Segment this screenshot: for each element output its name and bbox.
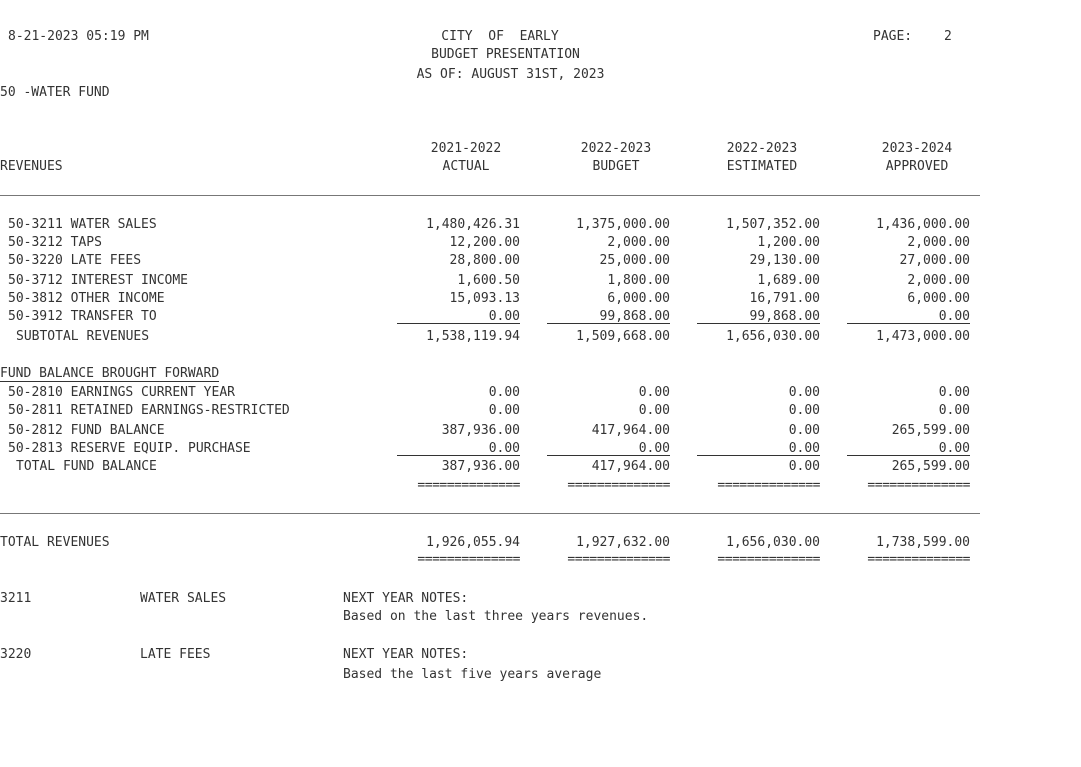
col-header-year-budget: 2022-2023 xyxy=(580,141,652,156)
fund-value-budget: 417,964.00 xyxy=(591,423,670,438)
revenue-value-estimated: 99,868.00 xyxy=(749,309,820,324)
fund-row-label: 50-2810 EARNINGS CURRENT YEAR xyxy=(8,385,235,400)
col-header-year-approved: 2023-2024 xyxy=(881,141,953,156)
fund-value-budget: 0.00 xyxy=(638,403,670,418)
col-header-year-actual: 2021-2022 xyxy=(430,141,502,156)
report-datetime: 8-21-2023 05:19 PM xyxy=(8,29,149,44)
revenue-value-budget: 99,868.00 xyxy=(599,309,670,324)
revenue-value-approved: 2,000.00 xyxy=(907,273,970,288)
page-number: 2 xyxy=(944,29,952,44)
revenue-value-actual: 0.00 xyxy=(488,309,520,324)
revenue-value-estimated: 1,507,352.00 xyxy=(726,217,820,232)
col-header-type-estimated: ESTIMATED xyxy=(726,159,798,174)
total-fund-value-estimated: 0.00 xyxy=(788,459,820,474)
revenue-value-approved: 0.00 xyxy=(938,309,970,324)
fund-value-approved: 265,599.00 xyxy=(891,423,970,438)
double-rule: ============== xyxy=(867,478,970,493)
total-fund-value-approved: 265,599.00 xyxy=(891,459,970,474)
fund-value-approved: 0.00 xyxy=(938,403,970,418)
fund-value-actual: 0.00 xyxy=(488,385,520,400)
revenue-value-budget: 1,800.00 xyxy=(607,273,670,288)
revenue-row-label: 50-3712 INTEREST INCOME xyxy=(8,273,189,288)
revenue-value-actual: 15,093.13 xyxy=(449,291,520,306)
revenue-value-approved: 6,000.00 xyxy=(907,291,970,306)
report-as-of: AS OF: AUGUST 31ST, 2023 xyxy=(416,67,605,82)
revenue-value-budget: 2,000.00 xyxy=(607,235,670,250)
col-header-type-budget: BUDGET xyxy=(592,159,640,174)
note-code: 3211 xyxy=(0,591,32,606)
revenue-row-label: 50-3220 LATE FEES xyxy=(8,253,142,268)
total-revenues-budget: 1,927,632.00 xyxy=(576,535,670,550)
section-divider xyxy=(0,513,980,514)
total-revenues-estimated: 1,656,030.00 xyxy=(726,535,820,550)
double-rule: ============== xyxy=(567,552,670,567)
fund-value-estimated: 0.00 xyxy=(788,441,820,456)
col-header-year-estimated: 2022-2023 xyxy=(726,141,798,156)
total-revenues-actual: 1,926,055.94 xyxy=(426,535,520,550)
fund-row-label: 50-2811 RETAINED EARNINGS-RESTRICTED xyxy=(8,403,290,418)
revenue-value-budget: 1,375,000.00 xyxy=(576,217,670,232)
revenue-value-approved: 27,000.00 xyxy=(899,253,970,268)
page-label: PAGE: xyxy=(873,29,913,44)
revenue-value-budget: 25,000.00 xyxy=(599,253,670,268)
revenues-section-label: REVENUES xyxy=(0,159,63,174)
subtotal-rule xyxy=(397,323,520,324)
revenue-value-actual: 1,480,426.31 xyxy=(426,217,520,232)
revenue-value-estimated: 1,200.00 xyxy=(757,235,820,250)
revenue-value-actual: 28,800.00 xyxy=(449,253,520,268)
fund-subtotal-rule xyxy=(397,455,520,456)
total-revenues-label: TOTAL REVENUES xyxy=(0,535,110,550)
fund-row-label: 50-2812 FUND BALANCE xyxy=(8,423,165,438)
total-fund-label: TOTAL FUND BALANCE xyxy=(16,459,157,474)
revenue-row-label: 50-3912 TRANSFER TO xyxy=(8,309,157,324)
subtotal-label: SUBTOTAL REVENUES xyxy=(16,329,150,344)
subtotal-rule xyxy=(847,323,970,324)
subtotal-rule xyxy=(547,323,670,324)
fund-value-budget: 0.00 xyxy=(638,441,670,456)
fund-balance-heading: FUND BALANCE BROUGHT FORWARD xyxy=(0,366,220,381)
note-heading: NEXT YEAR NOTES: xyxy=(343,591,469,606)
subtotal-value-approved: 1,473,000.00 xyxy=(876,329,970,344)
fund-value-approved: 0.00 xyxy=(938,385,970,400)
header-divider xyxy=(0,195,980,196)
fund-value-estimated: 0.00 xyxy=(788,385,820,400)
fund-subtotal-rule xyxy=(847,455,970,456)
subtotal-rule xyxy=(697,323,820,324)
city-name: CITY OF EARLY xyxy=(441,29,559,44)
total-fund-value-actual: 387,936.00 xyxy=(441,459,520,474)
revenue-row-label: 50-3812 OTHER INCOME xyxy=(8,291,165,306)
total-fund-value-budget: 417,964.00 xyxy=(591,459,670,474)
fund-subtotal-rule xyxy=(547,455,670,456)
subtotal-value-estimated: 1,656,030.00 xyxy=(726,329,820,344)
revenue-value-actual: 12,200.00 xyxy=(449,235,520,250)
revenue-row-label: 50-3211 WATER SALES xyxy=(8,217,157,232)
fund-value-actual: 0.00 xyxy=(488,441,520,456)
col-header-type-approved: APPROVED xyxy=(885,159,949,174)
double-rule: ============== xyxy=(717,478,820,493)
note-name: WATER SALES xyxy=(140,591,227,606)
fund-value-estimated: 0.00 xyxy=(788,423,820,438)
fund-value-budget: 0.00 xyxy=(638,385,670,400)
revenue-row-label: 50-3212 TAPS xyxy=(8,235,102,250)
revenue-value-actual: 1,600.50 xyxy=(457,273,520,288)
note-heading: NEXT YEAR NOTES: xyxy=(343,647,469,662)
revenue-value-budget: 6,000.00 xyxy=(607,291,670,306)
double-rule: ============== xyxy=(717,552,820,567)
fund-value-estimated: 0.00 xyxy=(788,403,820,418)
col-header-type-actual: ACTUAL xyxy=(442,159,490,174)
note-code: 3220 xyxy=(0,647,32,662)
double-rule: ============== xyxy=(867,552,970,567)
double-rule: ============== xyxy=(417,552,520,567)
fund-row-label: 50-2813 RESERVE EQUIP. PURCHASE xyxy=(8,441,251,456)
double-rule: ============== xyxy=(417,478,520,493)
total-revenues-approved: 1,738,599.00 xyxy=(876,535,970,550)
revenue-value-estimated: 29,130.00 xyxy=(749,253,820,268)
fund-title: 50 -WATER FUND xyxy=(0,85,110,100)
note-text: Based on the last three years revenues. xyxy=(343,609,649,624)
note-text: Based the last five years average xyxy=(343,667,602,682)
revenue-value-approved: 2,000.00 xyxy=(907,235,970,250)
revenue-value-estimated: 16,791.00 xyxy=(749,291,820,306)
subtotal-value-budget: 1,509,668.00 xyxy=(576,329,670,344)
report-title: BUDGET PRESENTATION xyxy=(431,47,580,62)
note-name: LATE FEES xyxy=(140,647,211,662)
double-rule: ============== xyxy=(567,478,670,493)
fund-value-actual: 0.00 xyxy=(488,403,520,418)
revenue-value-approved: 1,436,000.00 xyxy=(876,217,970,232)
fund-value-approved: 0.00 xyxy=(938,441,970,456)
fund-value-actual: 387,936.00 xyxy=(441,423,520,438)
fund-subtotal-rule xyxy=(697,455,820,456)
subtotal-value-actual: 1,538,119.94 xyxy=(426,329,520,344)
revenue-value-estimated: 1,689.00 xyxy=(757,273,820,288)
